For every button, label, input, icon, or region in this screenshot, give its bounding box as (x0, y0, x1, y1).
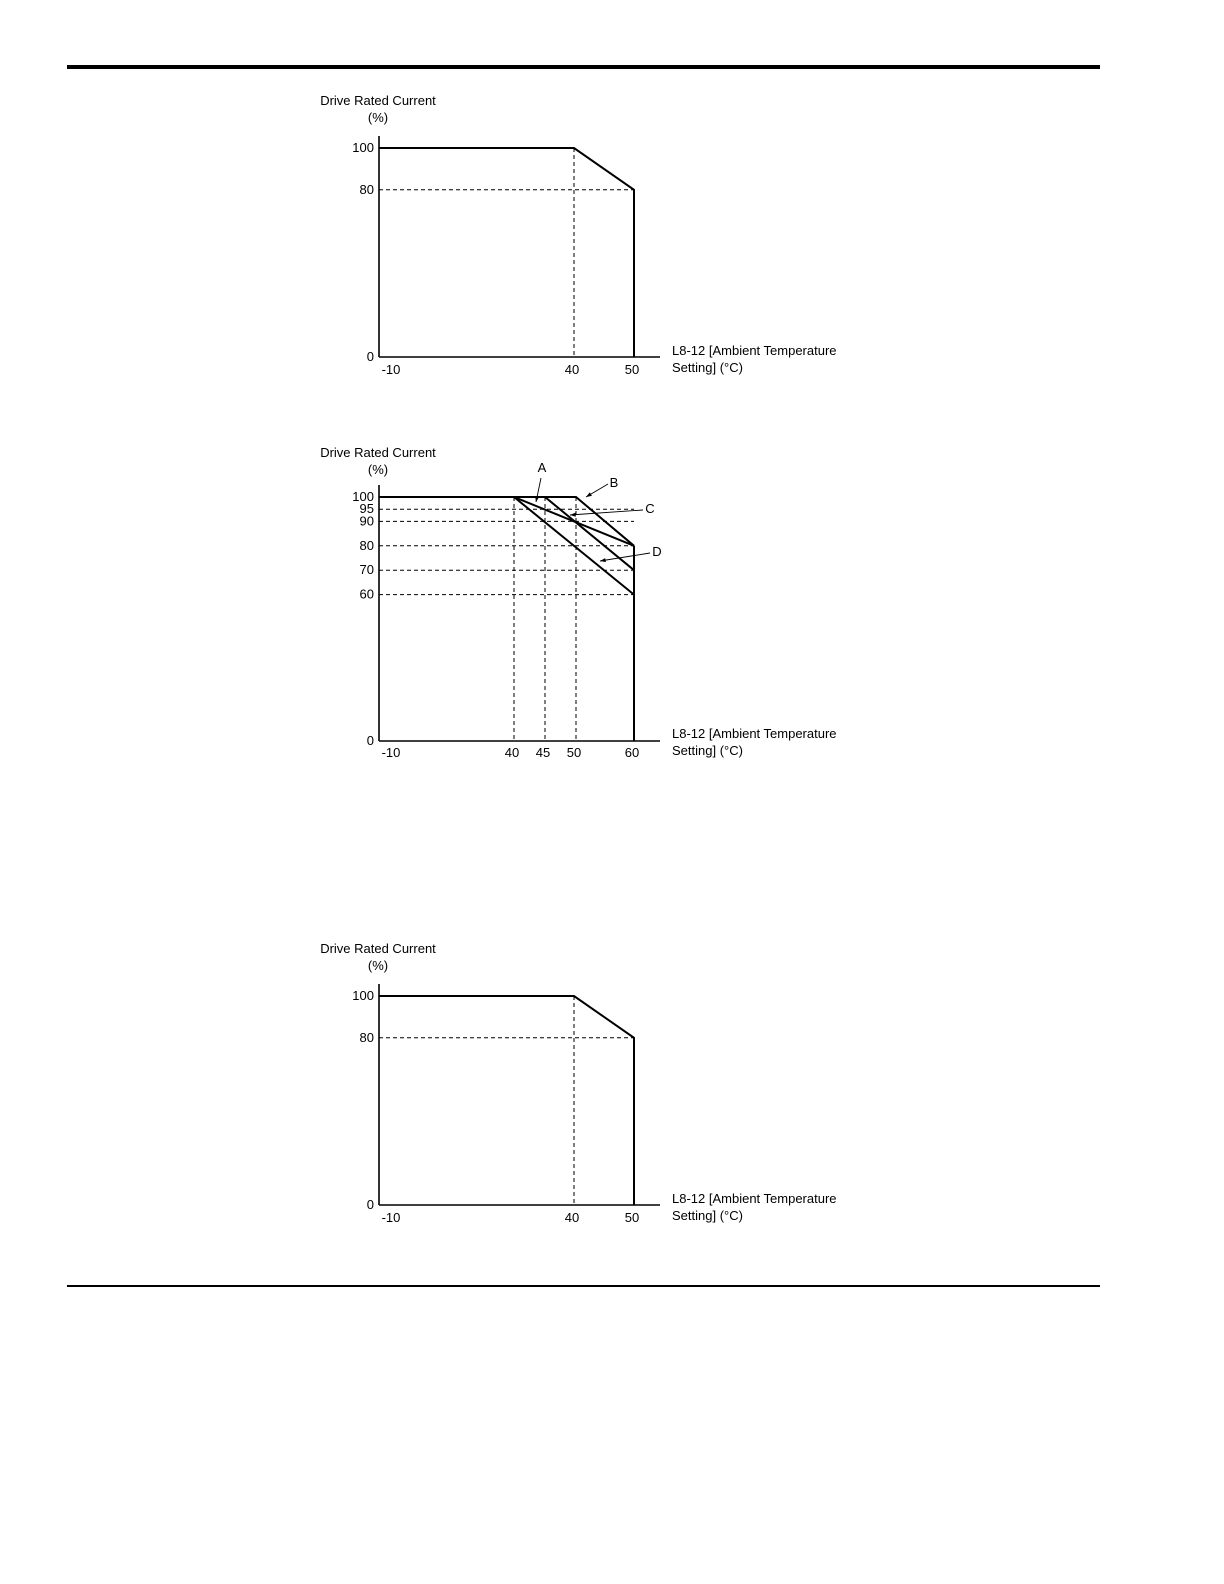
x-tick-label-45: 45 (535, 745, 551, 760)
series-line-1 (379, 148, 634, 357)
derating-chart-3 (300, 933, 900, 1233)
top-rule (67, 65, 1100, 69)
y-tick-label-100: 100 (352, 489, 374, 504)
series-arrowhead-B (586, 492, 592, 497)
y-tick-label-100: 100 (352, 140, 374, 155)
x-axis-label-line1: L8-12 [Ambient Temperature (672, 343, 837, 358)
series-label-C: C (645, 501, 655, 516)
y-axis-label-line1: Drive Rated Current (320, 93, 436, 108)
series-arrowhead-C (570, 513, 576, 517)
series-label-D: D (652, 544, 662, 559)
bottom-rule (67, 1285, 1100, 1287)
y-axis-label-line1: Drive Rated Current (320, 445, 436, 460)
derating-chart-1 (300, 85, 900, 385)
x-tick-label-50: 50 (624, 362, 640, 377)
y-axis-label-line2: (%) (367, 958, 389, 973)
series-arrowhead-D (600, 558, 606, 562)
y-tick-label-60: 60 (359, 586, 374, 602)
y-tick-label-95: 95 (359, 501, 374, 517)
series-pointer-D (600, 553, 650, 561)
x-tick-label--10: -10 (381, 1210, 401, 1225)
x-axis-label-line1: L8-12 [Ambient Temperature (672, 726, 837, 741)
y-axis-label-line1: Drive Rated Current (320, 941, 436, 956)
y-tick-label-0: 0 (366, 349, 374, 364)
series-label-B: B (609, 475, 619, 490)
x-tick-label-40: 40 (564, 362, 580, 377)
y-tick-label-0: 0 (366, 733, 374, 748)
x-tick-label-40: 40 (564, 1210, 580, 1225)
x-axis-label-line2: Setting] (°C) (672, 1208, 743, 1223)
y-tick-label-80: 80 (359, 537, 374, 553)
y-axis-label-line2: (%) (367, 110, 389, 125)
x-tick-label-40: 40 (504, 745, 520, 760)
derating-chart-2 (300, 437, 900, 767)
y-axis-label-line2: (%) (367, 462, 389, 477)
x-tick-label-50: 50 (566, 745, 582, 760)
y-tick-label-100: 100 (352, 988, 374, 1003)
series-pointer-C (570, 510, 643, 515)
series-arrowhead-A (535, 496, 539, 502)
series-line-C (379, 497, 634, 570)
x-tick-label--10: -10 (381, 362, 401, 377)
series-line-1 (379, 996, 634, 1205)
y-tick-label-90: 90 (359, 513, 374, 529)
x-axis-label-line1: L8-12 [Ambient Temperature (672, 1191, 837, 1206)
x-axis-label-line2: Setting] (°C) (672, 743, 743, 758)
x-axis-label-line2: Setting] (°C) (672, 360, 743, 375)
x-tick-label-50: 50 (624, 1210, 640, 1225)
x-tick-label--10: -10 (381, 745, 401, 760)
series-label-A: A (537, 460, 547, 475)
y-tick-label-80: 80 (359, 181, 374, 197)
y-tick-label-0: 0 (366, 1197, 374, 1212)
x-tick-label-60: 60 (624, 745, 640, 760)
y-tick-label-70: 70 (359, 562, 374, 578)
y-tick-label-80: 80 (359, 1029, 374, 1045)
